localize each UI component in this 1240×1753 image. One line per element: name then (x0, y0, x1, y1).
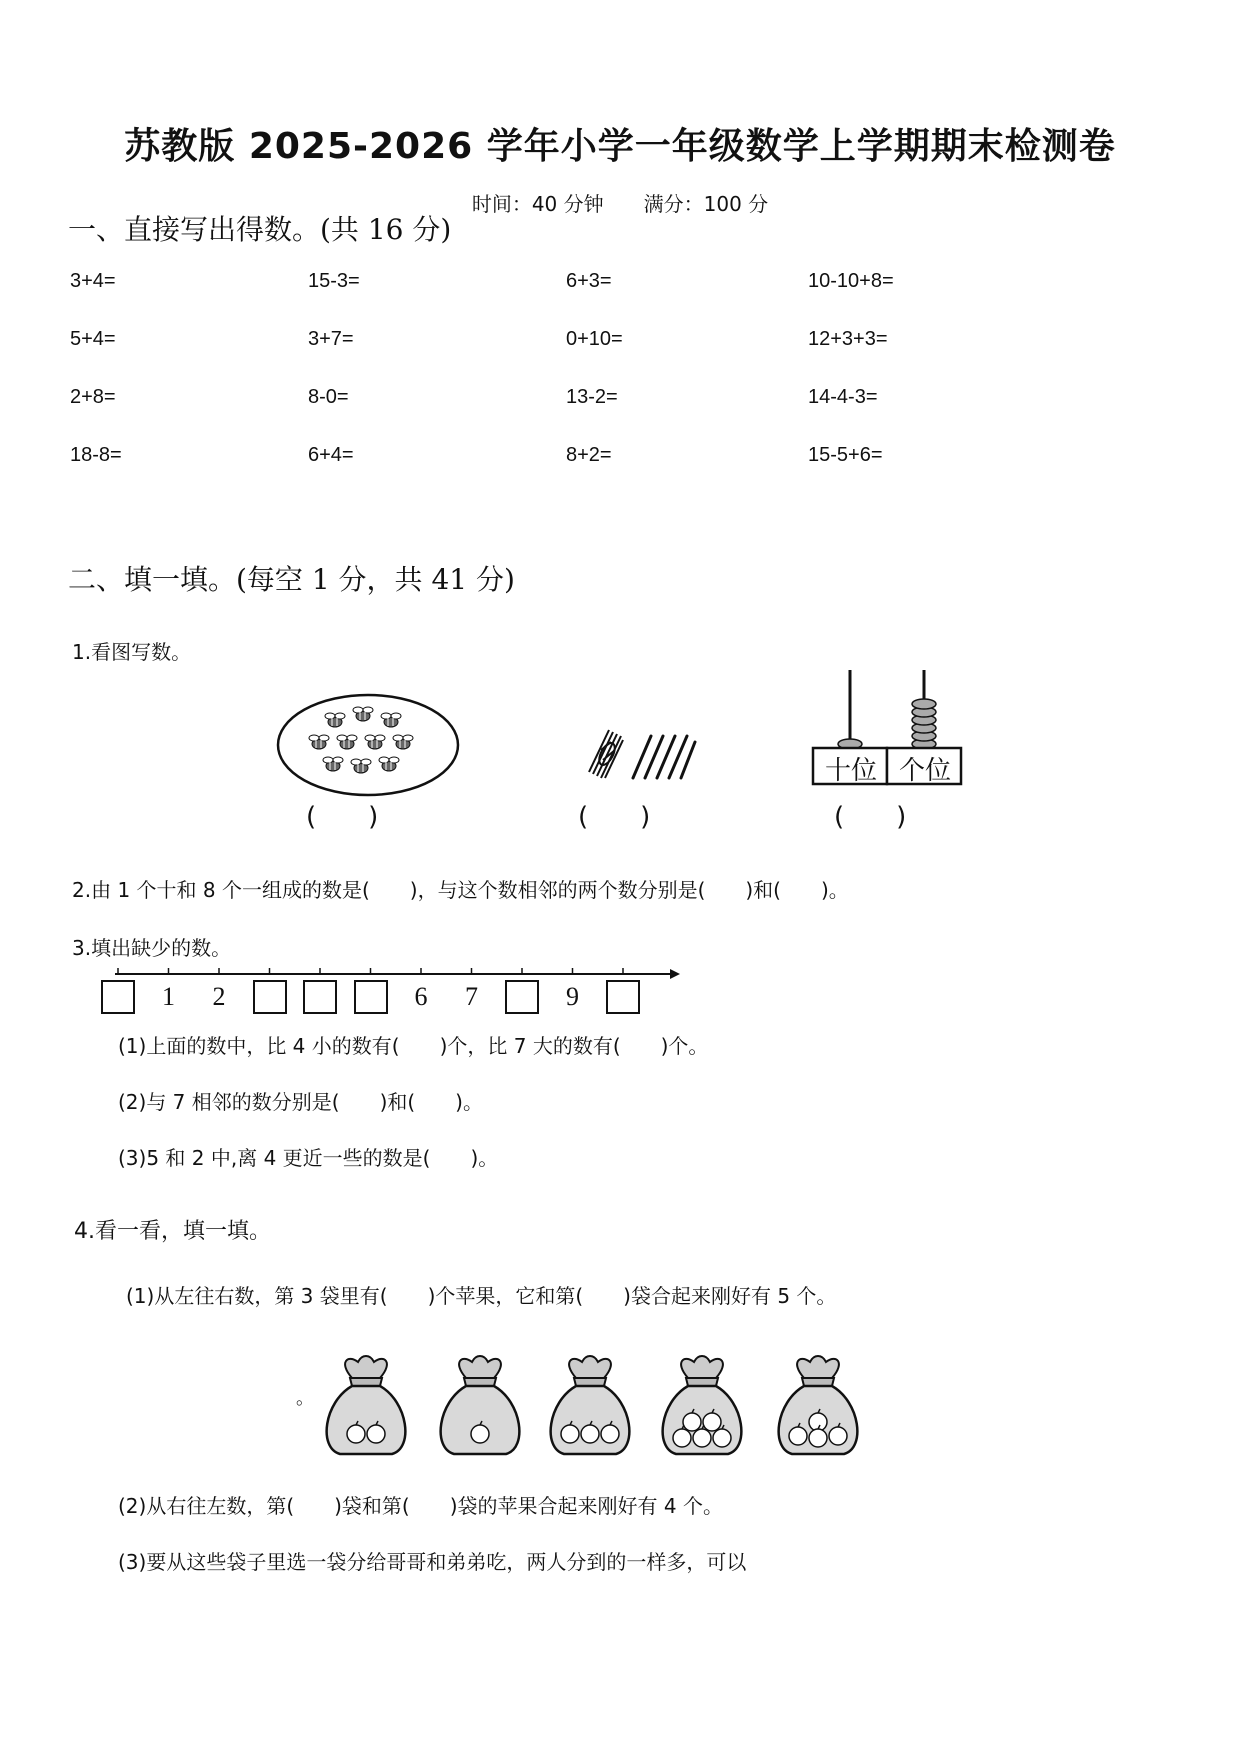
bee-icon (379, 757, 399, 771)
blank-box[interactable] (253, 980, 287, 1014)
calc-item: 6+4= (308, 444, 354, 466)
bee-icon (353, 707, 373, 721)
calc-item: 15-3= (308, 270, 360, 292)
tens-label: 十位 (824, 756, 877, 786)
number-label: 6 (414, 982, 428, 1011)
q3-sub1: (1)上面的数中，比 4 小的数有( )个，比 7 大的数有( )个。 (118, 1034, 709, 1058)
calc-item: 0+10= (566, 328, 623, 350)
q1-answer-3[interactable]: ( ) (834, 802, 907, 832)
bee-icon (309, 735, 329, 749)
q3-sub2: (2)与 7 相邻的数分别是( )和( )。 (118, 1090, 483, 1114)
q4-label: 4.看一看，填一填。 (74, 1219, 271, 1244)
q4-sub2: (2)从右往左数，第( )袋和第( )袋的苹果合起来刚好有 4 个。 (118, 1494, 723, 1518)
number-label: 7 (465, 982, 478, 1011)
calc-item: 10-10+8= (808, 270, 894, 292)
bee-icon (393, 735, 413, 749)
section1-heading: 一、直接写出得数。(共 16 分) (68, 213, 452, 246)
calc-item: 5+4= (70, 328, 116, 350)
calc-item: 2+8= (70, 386, 116, 408)
number-label: 1 (162, 982, 175, 1011)
sticks-picture (585, 722, 697, 784)
exam-info: 时间：40 分钟 满分：100 分 (471, 192, 769, 216)
apple-bag (770, 1352, 866, 1458)
ones-label: 个位 (898, 756, 951, 786)
blank-box[interactable] (303, 980, 337, 1014)
bee-icon (323, 757, 343, 771)
calc-item: 3+7= (308, 328, 354, 350)
apple-bag (318, 1352, 414, 1458)
number-label: 2 (212, 982, 226, 1011)
calc-item: 6+3= (566, 270, 612, 292)
stray-dot: 。 (296, 1388, 314, 1409)
q1-label: 1.看图写数。 (72, 640, 192, 664)
q4-sub3: (3)要从这些袋子里选一袋分给哥哥和弟弟吃，两人分到的一样多，可以 (118, 1550, 747, 1574)
q3-label: 3.填出缺少的数。 (72, 936, 232, 960)
blank-box[interactable] (354, 980, 388, 1014)
number-label: 9 (566, 982, 579, 1011)
apple-bag (654, 1352, 750, 1458)
bee-icon (381, 713, 401, 727)
calc-item: 13-2= (566, 386, 618, 408)
q3-sub3: (3)5 和 2 中,离 4 更近一些的数是( )。 (118, 1146, 499, 1170)
q2-text: 2.由 1 个十和 8 个一组成的数是( )，与这个数相邻的两个数分别是( )和( )。 (72, 878, 849, 902)
q4-sub1: (1)从左往右数，第 3 袋里有( )个苹果，它和第( )袋合起来刚好有 5 个。 (126, 1284, 837, 1308)
calc-item: 14-4-3= (808, 386, 878, 408)
calc-item: 12+3+3= (808, 328, 888, 350)
number-line (105, 966, 685, 1016)
blank-box[interactable] (101, 980, 135, 1014)
q1-answer-1[interactable]: ( ) (306, 802, 379, 832)
calc-item: 18-8= (70, 444, 122, 466)
page-title: 苏教版 2025-2026 学年小学一年级数学上学期期末检测卷 (124, 126, 1116, 167)
section2-heading: 二、填一填。(每空 1 分，共 41 分) (68, 563, 515, 596)
calc-item: 15-5+6= (808, 444, 883, 466)
blank-box[interactable] (505, 980, 539, 1014)
bee-icon (351, 759, 371, 773)
bee-icon (365, 735, 385, 749)
bee-icon (337, 735, 357, 749)
q1-answer-2[interactable]: ( ) (578, 802, 651, 832)
calc-item: 3+4= (70, 270, 116, 292)
bee-icon (325, 713, 345, 727)
calc-item: 8-0= (308, 386, 349, 408)
apple-bag (542, 1352, 638, 1458)
blank-box[interactable] (606, 980, 640, 1014)
apple-bag (432, 1352, 528, 1458)
calc-item: 8+2= (566, 444, 612, 466)
bees-picture (275, 692, 461, 798)
